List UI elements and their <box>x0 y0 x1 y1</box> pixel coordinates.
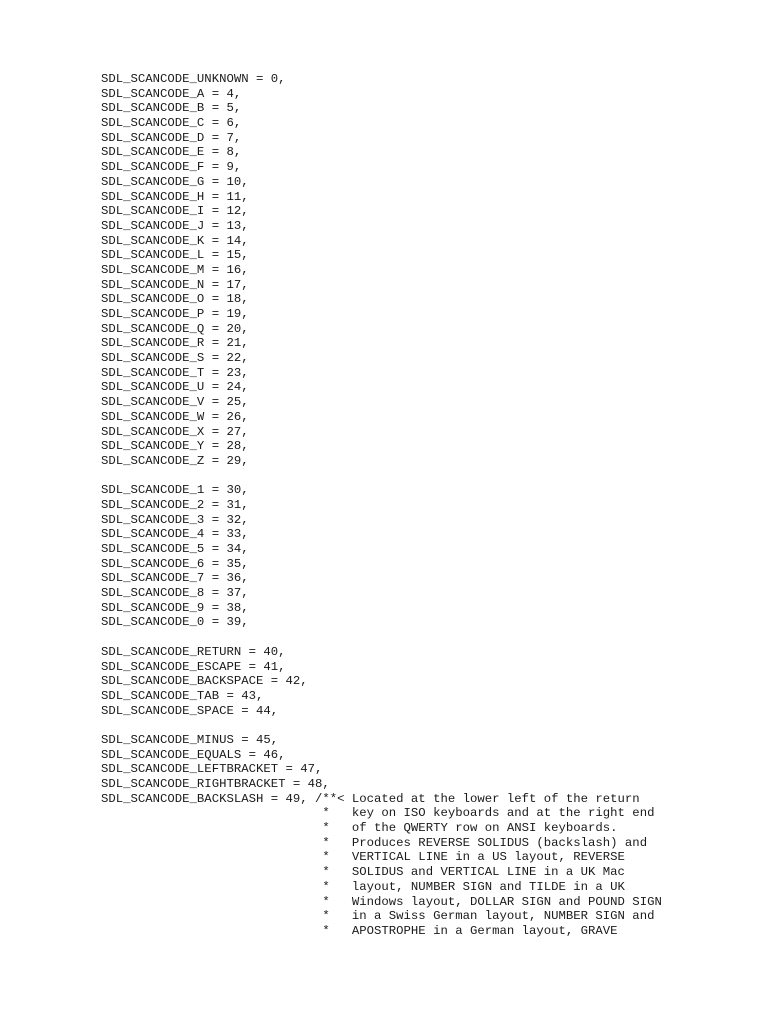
code-line: SDL_SCANCODE_R = 21, <box>101 336 249 351</box>
code-line: SDL_SCANCODE_2 = 31, <box>101 497 249 512</box>
code-line: SDL_SCANCODE_N = 17, <box>101 277 249 292</box>
code-line: SDL_SCANCODE_G = 10, <box>101 174 249 189</box>
code-line: SDL_SCANCODE_U = 24, <box>101 380 249 395</box>
blank-line <box>101 630 751 645</box>
code-line: SDL_SCANCODE_L = 15, <box>101 248 249 263</box>
code-line: SDL_SCANCODE_O = 18, <box>101 292 249 307</box>
code-line: SDL_SCANCODE_8 = 37, <box>101 586 249 601</box>
code-line: SDL_SCANCODE_H = 11, <box>101 189 249 204</box>
blank-line <box>101 469 751 484</box>
code-line: SDL_SCANCODE_4 = 33, <box>101 527 249 542</box>
code-line: * SOLIDUS and VERTICAL LINE in a UK Mac <box>101 865 625 880</box>
code-line: SDL_SCANCODE_D = 7, <box>101 130 242 145</box>
code-line: SDL_SCANCODE_S = 22, <box>101 351 249 366</box>
code-line: SDL_SCANCODE_BACKSLASH = 49, /**< Located at the lower left of the return <box>101 791 640 806</box>
blank-line <box>101 718 751 733</box>
code-line: SDL_SCANCODE_V = 25, <box>101 395 249 410</box>
code-line: SDL_SCANCODE_J = 13, <box>101 218 249 233</box>
code-line: SDL_SCANCODE_6 = 35, <box>101 556 249 571</box>
code-line: SDL_SCANCODE_RETURN = 40, <box>101 644 286 659</box>
code-line: SDL_SCANCODE_RIGHTBRACKET = 48, <box>101 777 330 791</box>
code-line: * Produces REVERSE SOLIDUS (backslash) and <box>101 835 648 850</box>
code-line: SDL_SCANCODE_Z = 29, <box>101 453 249 468</box>
code-line: SDL_SCANCODE_1 = 30, <box>101 483 249 498</box>
code-line: SDL_SCANCODE_X = 27, <box>101 424 249 439</box>
code-line: SDL_SCANCODE_SPACE = 44, <box>101 703 279 718</box>
code-line: * of the QWERTY row on ANSI keyboards. <box>101 821 618 836</box>
code-line: SDL_SCANCODE_B = 5, <box>101 101 242 116</box>
code-line: SDL_SCANCODE_A = 4, <box>101 86 242 101</box>
code-line: SDL_SCANCODE_P = 19, <box>101 307 249 321</box>
code-line: SDL_SCANCODE_LEFTBRACKET = 47, <box>101 762 323 777</box>
code-line: SDL_SCANCODE_Y = 28, <box>101 439 249 454</box>
code-line: * layout, NUMBER SIGN and TILDE in a UK <box>101 879 625 894</box>
code-line: SDL_SCANCODE_5 = 34, <box>101 542 249 556</box>
code-line: SDL_SCANCODE_C = 6, <box>101 116 242 131</box>
code-line: SDL_SCANCODE_F = 9, <box>101 160 242 175</box>
code-line: SDL_SCANCODE_MINUS = 45, <box>101 732 279 747</box>
code-line: SDL_SCANCODE_ESCAPE = 41, <box>101 659 286 674</box>
code-line: SDL_SCANCODE_W = 26, <box>101 409 249 424</box>
code-line: SDL_SCANCODE_9 = 38, <box>101 600 249 615</box>
code-line: SDL_SCANCODE_3 = 32, <box>101 512 249 527</box>
code-line: SDL_SCANCODE_EQUALS = 46, <box>101 747 286 762</box>
code-line: * Windows layout, DOLLAR SIGN and POUND SIGN <box>101 894 662 909</box>
code-line: * key on ISO keyboards and at the right end <box>101 806 655 821</box>
code-line: SDL_SCANCODE_M = 16, <box>101 262 249 277</box>
code-line: SDL_SCANCODE_E = 8, <box>101 145 242 160</box>
code-line: * VERTICAL LINE in a US layout, REVERSE <box>101 850 625 865</box>
code-line: SDL_SCANCODE_7 = 36, <box>101 571 249 586</box>
code-line: SDL_SCANCODE_UNKNOWN = 0, <box>101 72 286 86</box>
code-line: SDL_SCANCODE_T = 23, <box>101 365 249 380</box>
code-line: * APOSTROPHE in a German layout, GRAVE <box>101 923 618 938</box>
code-line: SDL_SCANCODE_K = 14, <box>101 233 249 248</box>
code-line: * in a Swiss German layout, NUMBER SIGN and <box>101 909 655 924</box>
code-line: SDL_SCANCODE_TAB = 43, <box>101 688 264 703</box>
code-line: SDL_SCANCODE_BACKSPACE = 42, <box>101 674 308 689</box>
code-listing <box>101 72 751 939</box>
code-line: SDL_SCANCODE_Q = 20, <box>101 321 249 336</box>
code-line: SDL_SCANCODE_I = 12, <box>101 204 249 219</box>
code-line: SDL_SCANCODE_0 = 39, <box>101 615 249 630</box>
